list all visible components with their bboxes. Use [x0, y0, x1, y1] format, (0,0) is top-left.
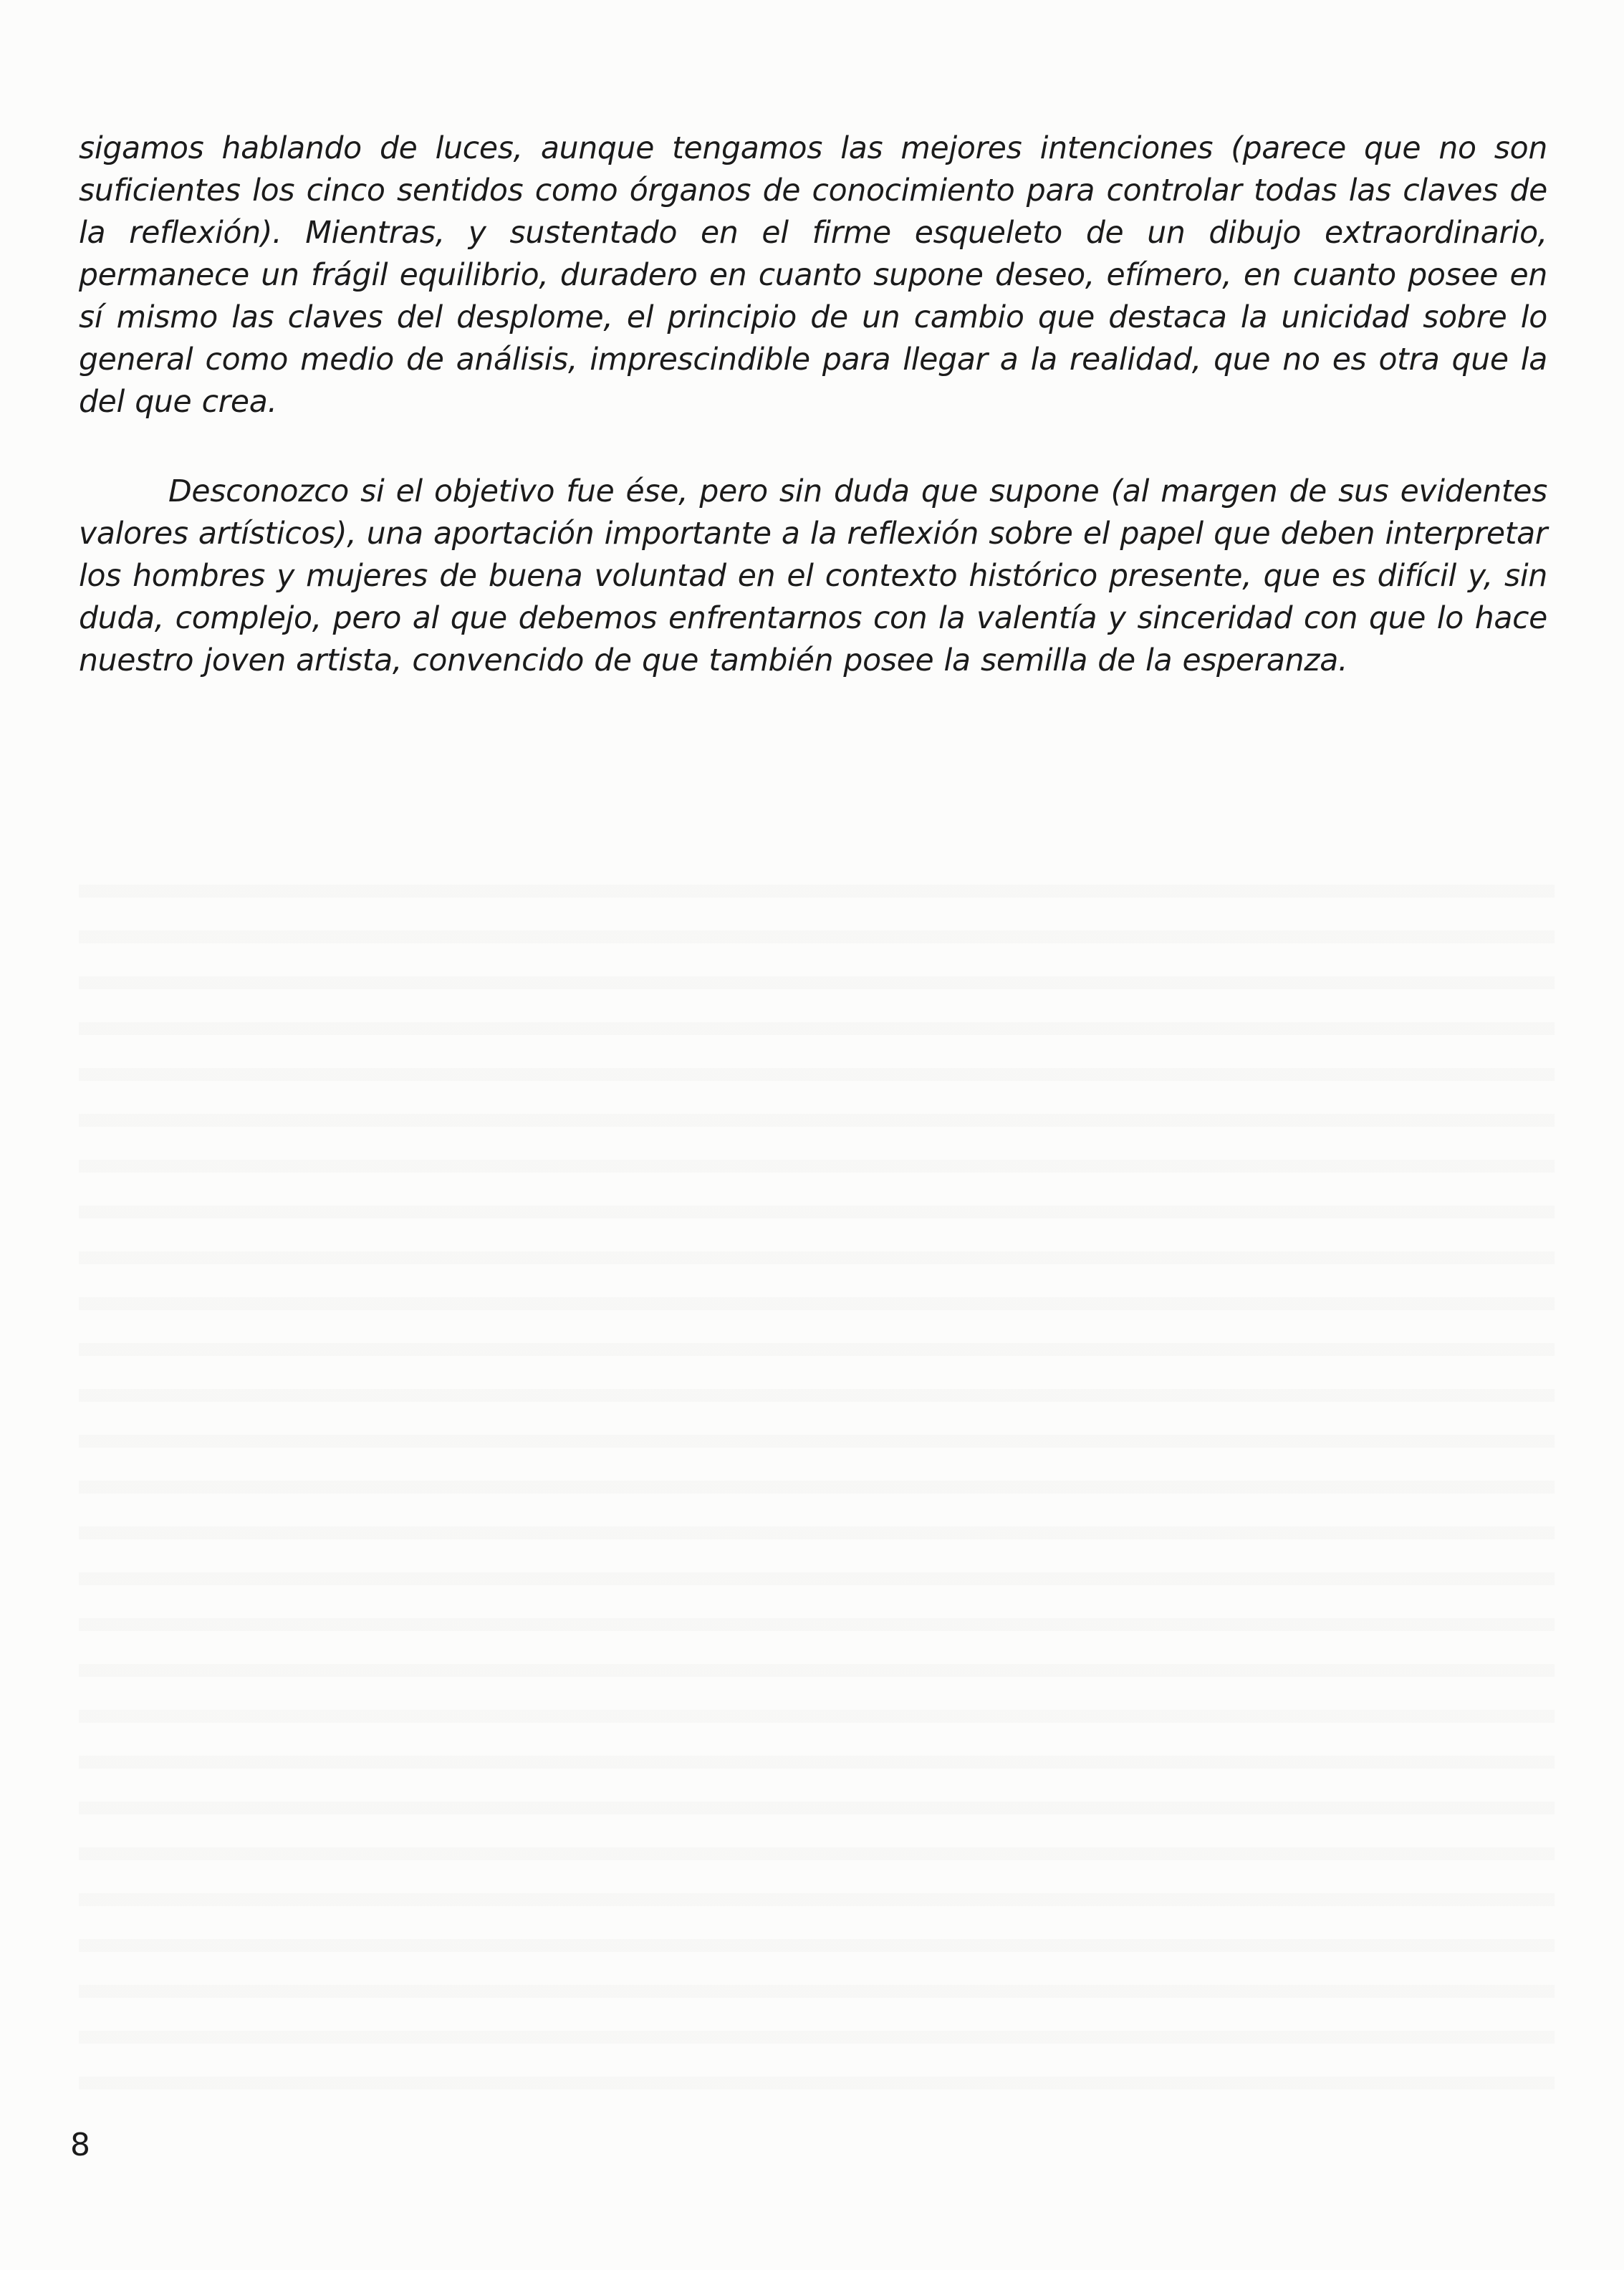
paragraph-continuation: sigamos hablando de luces, aunque tengamos las mejores intenciones (parece que no son suficientes los cinco sentidos como órganos de conocimiento para controlar todas las claves de la reflexión). Mientras, y sustentado en el firme esqueleto de un dibujo extraordinario, permanece un frágil equilibrio, duradero en cuanto supone deseo, efímero, en cuanto posee en sí mismo las claves del desplome, el principio de un cambio que destaca la unicidad sobre lo general como medio de análisis, imprescindible para llegar a la realidad, que no es otra que la del que crea.	[79, 131, 1547, 420]
body-text	[79, 128, 1547, 682]
page-number: 8	[70, 2127, 90, 2163]
reverse-side-show-through	[79, 856, 1555, 2117]
paragraph-closing: Desconozco si el objetivo fue ése, pero sin duda que supone (al margen de sus evidentes valores artísticos), una aportación importante a la reflexión sobre el papel que deben interpretar los hombres y mujeres de buena voluntad en el contexto histórico presente, que es difícil y, sin duda, complejo, pero al que debemos enfrentarnos con la valentía y sinceridad con que lo hace nuestro joven artista, convencido de que también posee la semilla de la esperanza.	[79, 474, 1547, 678]
